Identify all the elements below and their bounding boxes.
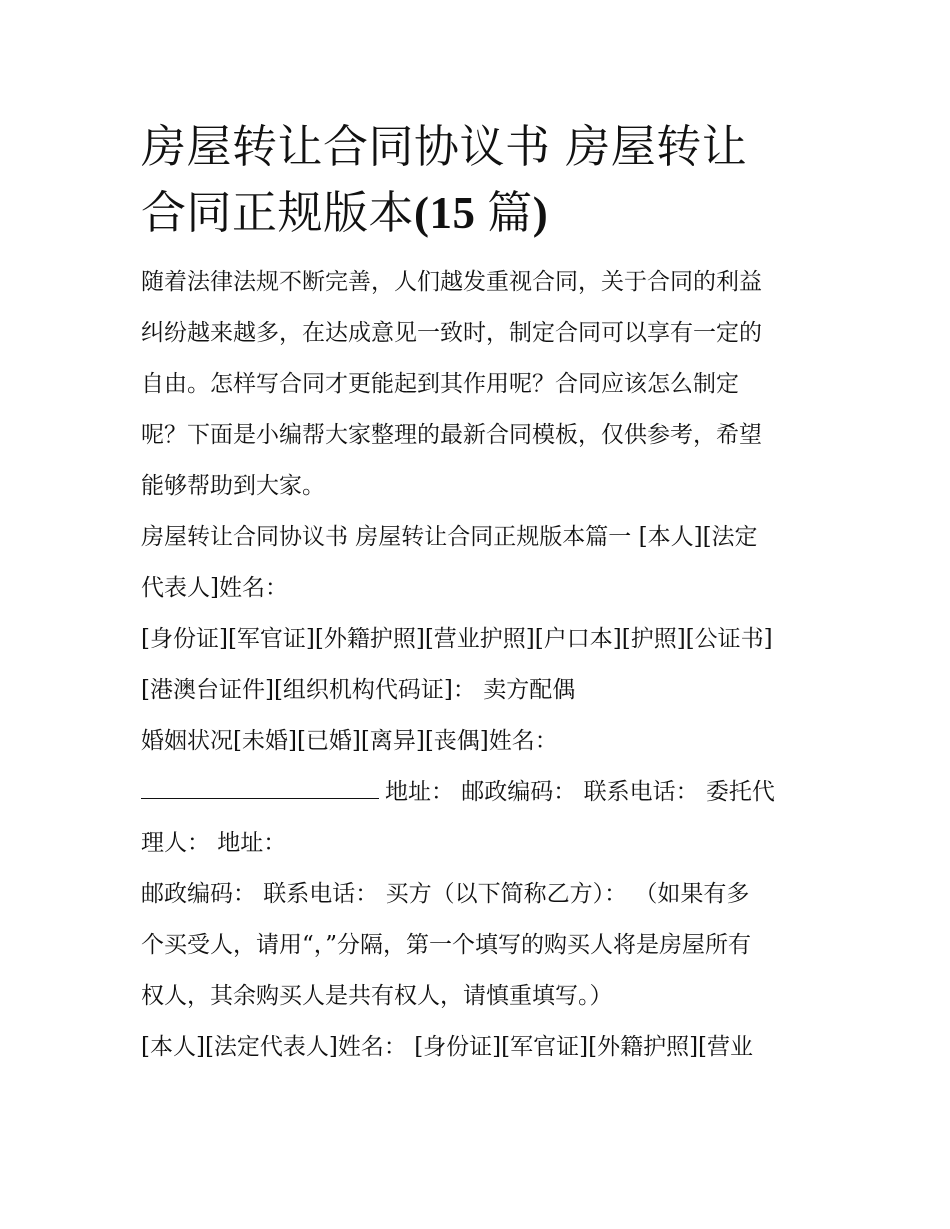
seller-id-paragraph: [141, 614, 813, 716]
body-line: 个买受人，请用“，”分隔，第一个填写的购买人将是房屋所有: [141, 932, 752, 958]
marital-status-paragraph: [141, 716, 813, 767]
intro-line: 呢？下面是小编帮大家整理的最新合同模板，仅供参考，希望: [141, 422, 762, 448]
title-line-1: 房屋转让合同协议书 房屋转让: [141, 120, 748, 173]
body-line: 权人，其余购买人是共有权人，请慎重填写。）: [141, 983, 613, 1009]
body-line: 理人： 地址：: [141, 830, 287, 856]
document-content: [141, 114, 813, 1073]
document-title: [141, 114, 813, 246]
body-line: [141, 767, 813, 818]
body-line: 房屋转让合同协议书 房屋转让合同正规版本篇一 [本人][法定: [141, 524, 758, 550]
buyer-paragraph: [141, 869, 813, 1022]
body-line: 婚姻状况[未婚][已婚][离异][丧偶]姓名：: [141, 728, 558, 754]
title-line-2: [141, 180, 813, 246]
buyer-id-paragraph: [141, 1022, 813, 1073]
body-line: 邮政编码： 联系电话： 买方（以下简称乙方）： （如果有多: [141, 881, 750, 907]
title-line-2-cjk2: 篇: [487, 186, 533, 239]
address-line-text: 地址： 邮政编码： 联系电话： 委托代: [385, 779, 775, 805]
title-line-2-cjk: 合同正规版本: [141, 186, 415, 239]
intro-line: 随着法律法规不断完善，人们越发重视合同，关于合同的利益: [141, 269, 762, 295]
intro-line: 能够帮助到大家。: [141, 473, 325, 499]
seller-name-paragraph: [141, 512, 813, 614]
intro-line: 自由。怎样写合同才更能起到其作用呢？合同应该怎么制定: [141, 371, 739, 397]
address-paragraph: [141, 767, 813, 869]
intro-paragraph: [141, 257, 813, 512]
body-line: 代表人]姓名：: [141, 575, 288, 601]
intro-line: 纠纷越来越多，在达成意见一致时，制定合同可以享有一定的: [141, 320, 762, 346]
title-line-2-number: (15: [414, 188, 488, 238]
title-line-2-close: ): [532, 188, 549, 238]
fill-in-blank: [141, 776, 379, 799]
body-line: [本人][法定代表人]姓名： [身份证][军官证][外籍护照][营业: [141, 1034, 754, 1060]
body-line: [港澳台证件][组织机构代码证]： 卖方配偶: [141, 677, 576, 703]
body-line: [身份证][军官证][外籍护照][营业护照][户口本][护照][公证书]: [141, 626, 773, 652]
